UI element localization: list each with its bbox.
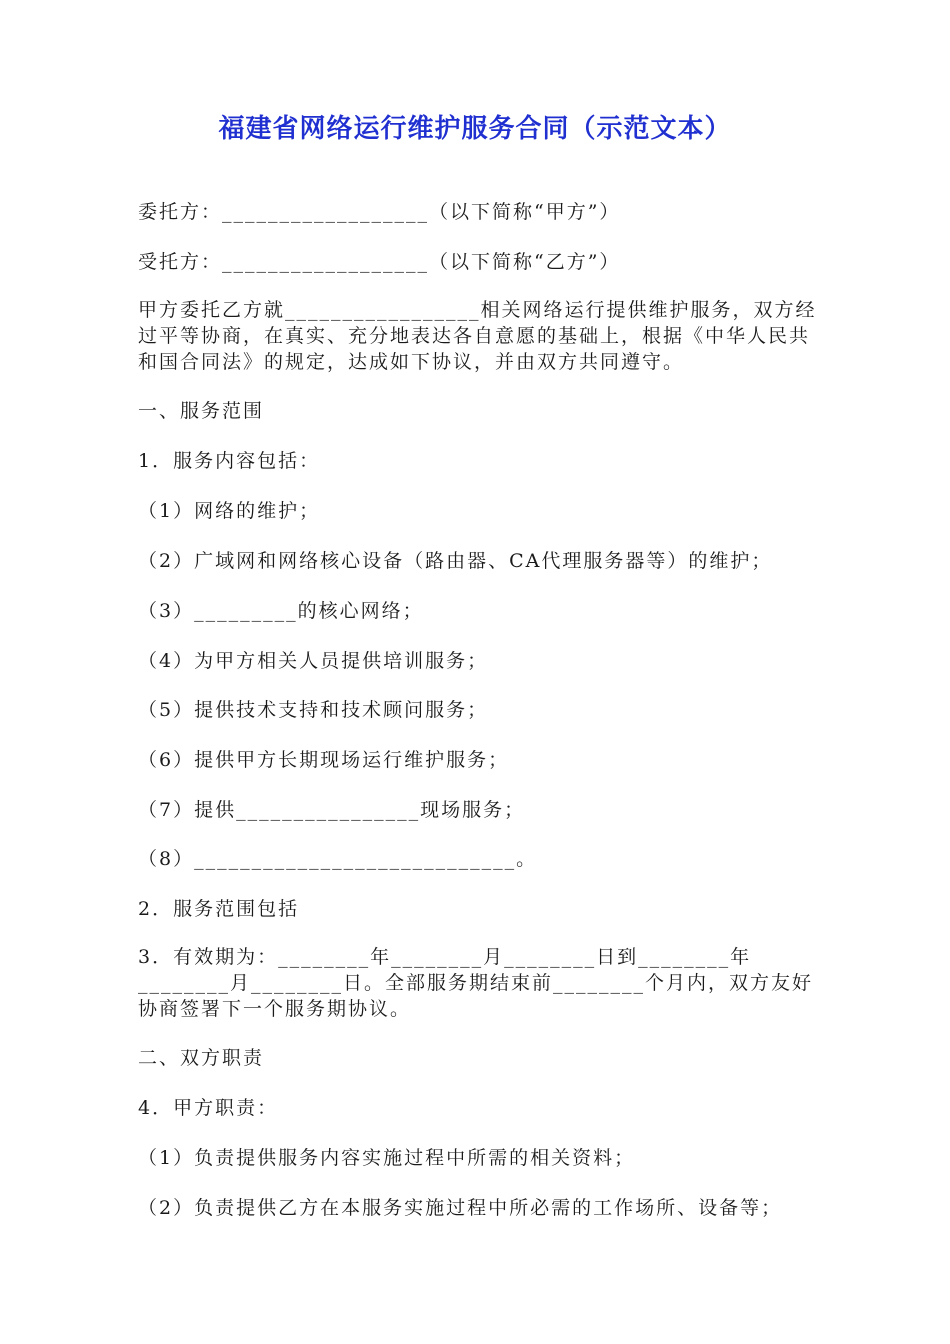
clause-4-item-2: （2）负责提供乙方在本服务实施过程中所必需的工作场所、设备等；	[138, 1197, 783, 1219]
clause-1-item-5: （5）提供技术支持和技术顾问服务；	[138, 699, 489, 721]
clause-2: 2．服务范围包括	[138, 898, 300, 920]
document-title: 福建省网络运行维护服务合同（示范文本）	[218, 114, 732, 144]
section-heading-responsibilities: 二、双方职责	[138, 1047, 265, 1069]
clause-1-item-2: （2）广域网和网络核心设备（路由器、CA代理服务器等）的维护；	[138, 550, 773, 572]
clause-1-item-4: （4）为甲方相关人员提供培训服务；	[138, 650, 489, 672]
clause-1-item-3: （3）_________的核心网络；	[138, 600, 424, 622]
clause-4: 4．甲方职责：	[138, 1097, 279, 1119]
clause-1-item-6: （6）提供甲方长期现场运行维护服务；	[138, 749, 510, 771]
contractor-party-line: 受托方：__________________（以下简称“乙方”）	[138, 251, 621, 273]
section-heading-service-scope: 一、服务范围	[138, 400, 265, 422]
clause-3-validity: 3．有效期为：________年________月________日到________年________月________日。全部服务期结束前________个月内，双方友好协商签署下一个服务期协议。	[138, 946, 814, 1020]
intro-paragraph: 甲方委托乙方就_________________相关网络运行提供维护服务，双方经过平等协商，在真实、充分地表达各自意愿的基础上，根据《中华人民共和国合同法》的规定，达成如下协议，并由双方共同遵守。	[138, 299, 817, 373]
clause-1-item-8: （8）____________________________。	[138, 848, 538, 870]
clause-4-item-1: （1）负责提供服务内容实施过程中所需的相关资料；	[138, 1147, 636, 1169]
clause-1-item-7: （7）提供________________现场服务；	[138, 799, 526, 821]
client-party-line: 委托方：__________________（以下简称“甲方”）	[138, 201, 621, 223]
clause-1: 1．服务内容包括：	[138, 450, 321, 472]
clause-1-item-1: （1）网络的维护；	[138, 500, 321, 522]
